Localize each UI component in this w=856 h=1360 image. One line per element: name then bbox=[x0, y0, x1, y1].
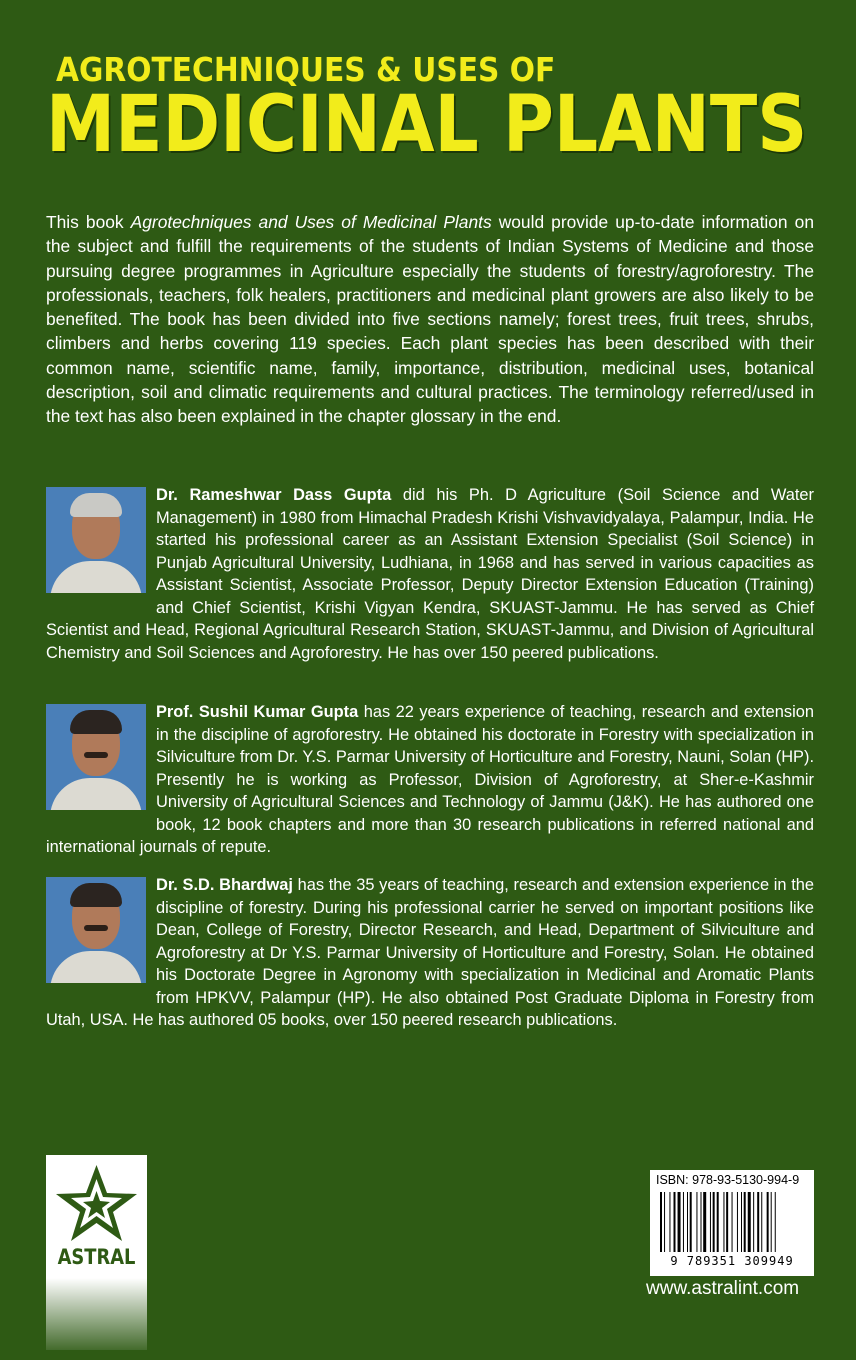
publisher-website: www.astralint.com bbox=[646, 1278, 800, 1299]
author-bio-3 bbox=[46, 874, 814, 1032]
author-name-1: Dr. Rameshwar Dass Gupta bbox=[156, 486, 392, 504]
publisher-logo-text: ASTRAL bbox=[57, 1245, 136, 1269]
publisher-logo bbox=[46, 1155, 147, 1278]
blurb-book-title: Agrotechniques and Uses of Medicinal Plants bbox=[130, 212, 492, 232]
author-bio-2 bbox=[46, 701, 814, 859]
star-icon bbox=[51, 1161, 142, 1247]
author-photo-3 bbox=[46, 877, 146, 983]
author-photo-1 bbox=[46, 487, 146, 593]
author-name-3: Dr. S.D. Bhardwaj bbox=[156, 876, 293, 894]
author-text-3: has the 35 years of teaching, research and extension experience in the discipline of forestry. During his professional carrier he served on important positions like Dean, College of Forestry, Director Research, and Head, Department of Silviculture and Agroforestry at Dr Y.S. Parmar University of Horticulture and Forestry, Solan. He obtained his Doctorate Degree in Agronomy with specialization in Medicinal and Aromatic Plants from HPKVV, Palampur (HP). He also obtained Post Graduate Diploma in Forestry from Utah, USA. He has authored 05 books, over 150 peered research publications. bbox=[46, 876, 815, 1029]
blurb-intro: This book bbox=[46, 212, 131, 232]
book-blurb bbox=[46, 210, 814, 429]
author-bio-1 bbox=[46, 484, 814, 664]
title-line-2: MEDICINAL PLANTS bbox=[46, 80, 808, 170]
author-photo-2 bbox=[46, 704, 146, 810]
author-name-2: Prof. Sushil Kumar Gupta bbox=[156, 703, 359, 721]
title-line-1: AGROTECHNIQUES & USES OF bbox=[56, 50, 556, 89]
blurb-text: would provide up-to-date information on the subject and fulfill the requirements of the students of Indian Systems of Medicine and those pursuing degree programmes in Agriculture especially the students of forestry/agroforestry. The professionals, teachers, folk healers, practitioners and medicinal plant growers are also likely to be benefited. The book has been divided into five sections namely; forest trees, fruit trees, shrubs, climbers and herbs covering 119 species. Each plant species has been described with their common name, scientific name, family, importance, distribution, medicinal uses, botanical description, soil and climatic requirements and cultural practices. The terminology referred/used in the text has also been explained in the chapter glossary in the end. bbox=[46, 212, 814, 427]
author-text-2: has 22 years experience of teaching, research and extension in the discipline of agroforestry. He obtained his doctorate in Forestry with specialization in Silviculture from Dr. Y.S. Parmar University of Horticulture and Forestry, Nauni, Solan (HP). Presently he is working as Professor, Division of Agroforestry, at Sher-e-Kashmir University of Agricultural Sciences and Technology of Jammu (J&K). He has authored one book, 12 book chapters and more than 30 research publications in referred national and international journals of repute. bbox=[46, 703, 814, 856]
isbn-barcode-box bbox=[650, 1170, 814, 1276]
isbn-label: ISBN: 978-93-5130-994-9 bbox=[656, 1173, 800, 1187]
author-text-1: did his Ph. D Agriculture (Soil Science and Water Management) in 1980 from Himachal Pradesh Krishi Vishvavidyalaya, Palampur, India. He started his professional career as an Assistant Extension Specialist (Soil Science) in Punjab Agricultural University, Ludhiana, in 1968 and has served in various capacities as Assistant Scientist, Associate Professor, Deputy Director Extension Education (Training) and Chief Scientist, Krishi Vigyan Kendra, SKUAST-Jammu. He has served as Chief Scientist and Head, Regional Agricultural Research Station, SKUAST-Jammu, and Division of Agricultural Chemistry and Soil Sciences and Agroforestry. He has over 150 peered publications. bbox=[46, 486, 814, 662]
isbn-digits: 9 789351 309949 bbox=[670, 1254, 794, 1268]
logo-fade bbox=[46, 1278, 147, 1350]
barcode-icon bbox=[658, 1192, 806, 1252]
